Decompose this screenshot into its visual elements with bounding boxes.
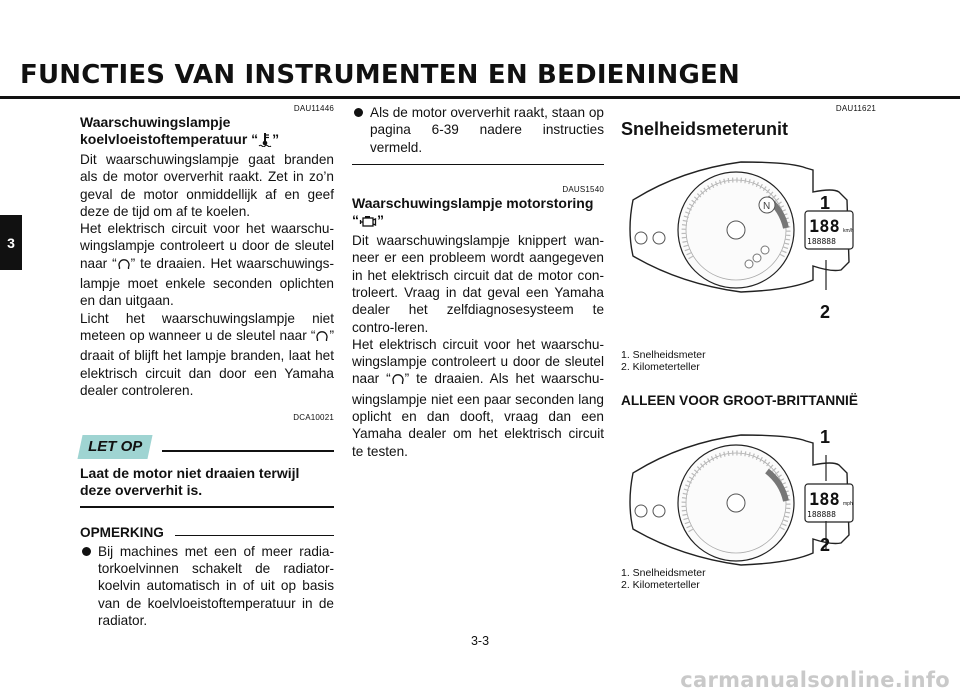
coolant-paragraph-1: Dit waarschuwingslampje gaat branden als de motor oververhit raakt. Zet in zo’n geval de motor onmiddellijk af en geef deze de tijd om af te koelen. [80,152,334,219]
lcd-odometer-readout: 188888 [807,510,836,520]
coolant-paragraph-3: Licht het waarschuwingslampje niet meteen op wanneer u de sleutel naar “ ” draait of blijft het lampje branden, laat het elektrisch circuit dan door een Yamaha dealer controleren. [80,310,334,398]
uk-only-heading: ALLEEN VOOR GROOT-BRITTANNIË [621,393,858,408]
notice-rule [162,450,334,452]
lcd-speed-readout: 188 [809,490,840,511]
page-number: 3-3 [470,634,490,648]
bullet-dot [82,547,91,556]
heading-line-1: Waarschuwingslampje motorstoring [352,195,594,212]
note-header [80,524,334,541]
engine-check-icon [359,215,377,232]
chapter-tab: 3 [0,215,22,270]
instrument-cluster-illustration [621,409,876,592]
overheat-bullet: Als de motor oververhit raakt, staan op pagina 6-39 nadere instructies vermeld. [352,104,604,156]
section-code: DAU11621 [835,104,876,113]
lcd-odometer-readout: 188888 [807,237,836,246]
heading-line-1: Waarschuwingslampje [80,114,231,130]
column-1 [80,104,334,629]
note-label: OPMERKING [80,525,168,540]
column-3 [621,104,876,591]
speedometer-unit-heading: Snelheidsmeterunit [621,119,789,139]
heading-line-2-prefix: “ [352,212,359,229]
callout-2: 2 [820,302,831,322]
note-rule [175,535,334,536]
coolant-paragraph-2: Het elektrisch circuit voor het waarschu-wingslampje controleert u door de sleutel naar “ ” te draaien. Het waarschuwings-lampje moet enkele seconden oplichten en dan uitgaan. [80,221,334,309]
note-bullet: Bij machines met een of meer radia-torkoelvinnen schakelt de radiator-koelvin automatisch in of uit op basis van de koelvloeistoftemperatuur in de radiator. [80,543,334,629]
section-heading-coolant [80,114,334,151]
heading-line-2-suffix: ” [377,212,384,229]
bullet-dot [354,108,363,117]
key-on-icon [391,372,405,390]
notice-badge: LET OP [77,435,152,459]
key-on-icon [315,329,329,347]
callout-2: 2 [820,535,831,556]
watermark: carmanualsonline.info [680,668,950,692]
column-2-rule [352,164,604,165]
neutral-indicator-label: N [763,201,771,212]
instrument-cluster-illustration [621,140,876,318]
callout-1: 1 [820,427,831,448]
notice-text: Laat de motor niet draaien terwijl deze oververhit is. [80,465,300,499]
lcd-speed-unit: km/h [843,228,854,234]
section-code: DAUS1540 [562,185,604,195]
speedometer-figure-km [621,140,876,322]
notice-bottom-rule [80,506,334,508]
heading-line-2-prefix: koelvloeistoftemperatuur “ [80,131,259,147]
header-rule [0,96,960,99]
lcd-speed-readout: 188 [809,217,840,237]
engine-paragraph-2: Het elektrisch circuit voor het waarschu-wingslampje controleert u door de sleutel naar “ ” te draaien. Als het waarschu-wingslampje niet een paar seconden lang oplicht en dan dooft, vraag dan een Yamaha dealer om het elektrisch circuit te testen. [352,336,605,459]
callout-1: 1 [820,193,831,213]
notice-header [80,435,334,461]
coolant-temperature-icon [258,132,272,151]
figure-2-caption-1: 1. Snelheidsmeter [621,567,706,580]
speedometer-figure-mph [621,409,876,592]
figure-2-caption-2: 2. Kilometerteller [621,579,700,592]
lcd-speed-unit: mph [843,501,853,508]
figure-1-caption-2: 2. Kilometerteller [621,361,700,373]
key-on-icon [117,257,131,275]
section-heading-engine [352,195,604,232]
section-code: DAU11446 [293,104,334,113]
figure-1-caption-1: 1. Snelheidsmeter [621,349,706,361]
column-2 [352,104,604,460]
page-header-title: FUNCTIES VAN INSTRUMENTEN EN BEDIENINGEN [20,60,740,90]
heading-line-2-suffix: ” [272,131,280,147]
engine-paragraph-1: Dit waarschuwingslampje knippert wan-neer er een probleem wordt aangegeven in het elektrisch circuit dat de motor con-troleert. Vraag in dat geval een Yamaha dealer het zelfdiagnosesysteem te contro-leren. [352,233,604,335]
notice-code: DCA10021 [293,413,334,423]
